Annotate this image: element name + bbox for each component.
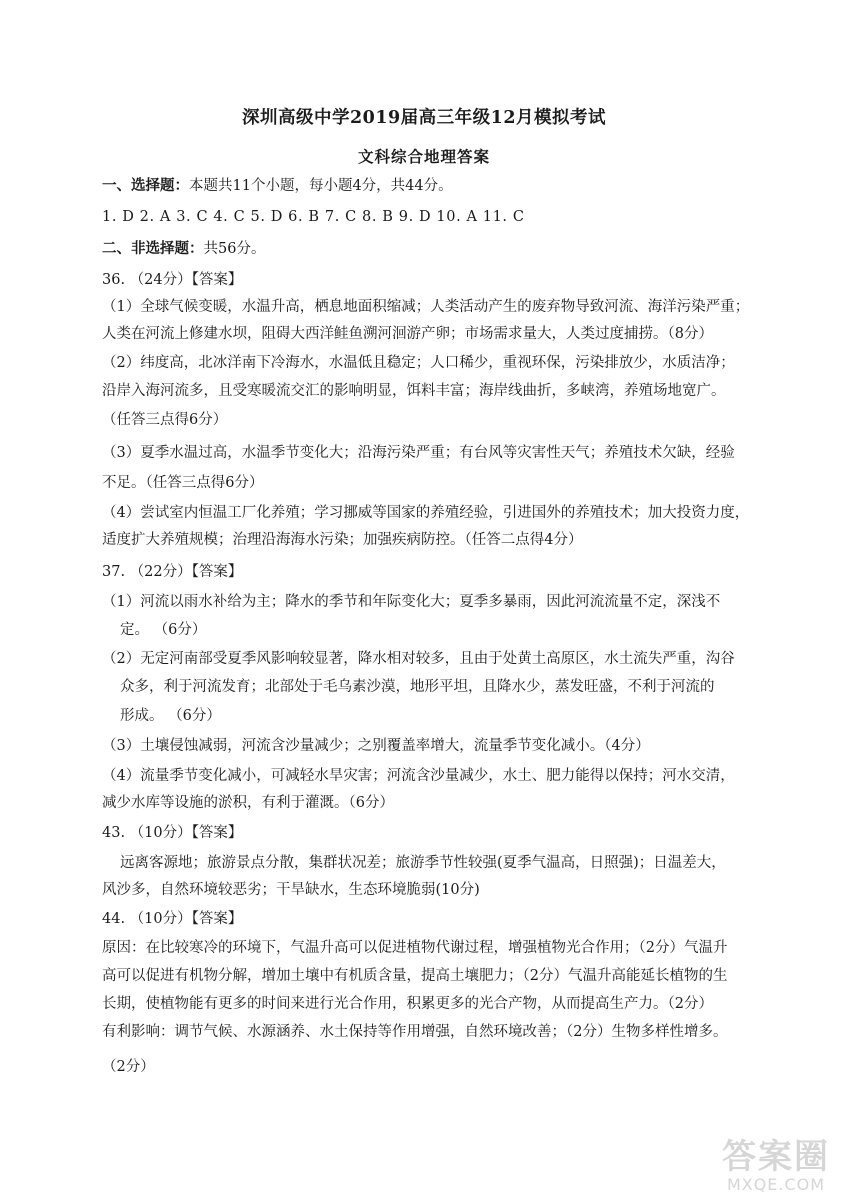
watermark-url: MXQE.COM xyxy=(726,1175,826,1194)
q36-2-line3: （任答三点得6分） xyxy=(102,412,228,428)
watermark-logo-text: 答案圈 xyxy=(722,1137,830,1177)
q44-line4: 有利影响：调节气候、水源涵养、水土保持等作用增强，自然环境改善；（2分）生物多样性增多。 xyxy=(102,1024,728,1040)
section-2-heading: 二、非选择题： xyxy=(102,240,204,257)
choice-answers: 1. D 2. A 3. C 4. C 5. D 6. B 7. C 8. B 9. D 10. A 11. C xyxy=(102,209,525,225)
q37-2-line3: 形成。 （6分） xyxy=(120,708,221,724)
section-1-description: 本题共11个小题，每小题4分，共44分。 xyxy=(189,178,453,194)
q44-header: 44. （10分）【答案】 xyxy=(102,911,243,927)
q36-2-line1: （2）纬度高，北冰洋南下冷海水，水温低且稳定；人口稀少，重视环保，污染排放少，水质洁净； xyxy=(102,355,735,371)
q43-line1: 远离客源地；旅游景点分散，集群状况差；旅游季节性较强(夏季气温高，日照强)；日温差大， xyxy=(120,855,726,871)
q43-line2: 风沙多，自然环境较恶劣；干旱缺水，生态环境脆弱(10分) xyxy=(102,882,480,898)
q37-3-line1: （3）土壤侵蚀减弱，河流含沙量减少；之别覆盖率增大，流量季节变化减小。（4分） xyxy=(102,738,650,754)
q36-1-line2: 人类在河流上修建水坝，阻碍大西洋鲑鱼溯河洄游产卵；市场需求量大，人类过度捕捞。（8分） xyxy=(102,326,713,342)
q36-3-line2: 不足。（任答三点得6分） xyxy=(102,475,264,491)
q37-header: 37. （22分）【答案】 xyxy=(102,564,243,580)
q43-header: 43. （10分）【答案】 xyxy=(102,825,243,841)
q36-2-line2: 沿岸入海河流多，且受寒暖流交汇的影响明显，饵料丰富；海岸线曲折，多峡湾，养殖场地宽广。 xyxy=(102,383,726,399)
watermark-logo xyxy=(722,1138,830,1194)
section-1-header xyxy=(102,176,453,196)
section-2-header xyxy=(102,239,265,259)
q44-line2: 高可以促进有机物分解，增加土壤中有机质含量，提高土壤肥力；（2分）气温升高能延长植物的生 xyxy=(102,968,728,984)
q36-4-line1: （4）尝试室内恒温工厂化养殖；学习挪威等国家的养殖经验，引进国外的养殖技术；加大投资力度， xyxy=(102,505,750,521)
q37-2-line2: 众多，利于河流发育；北部处于毛乌素沙漠，地形平坦，且降水少，蒸发旺盛，不利于河流的 xyxy=(120,679,715,695)
document-subtitle: 文科综合地理答案 xyxy=(357,147,490,166)
q36-header: 36. （24分）【答案】 xyxy=(102,272,243,288)
q44-line3: 长期，使植物能有更多的时间来进行光合作用，积累更多的光合产物，从而提高生产力。（2分） xyxy=(102,996,713,1012)
q36-1-line1: （1）全球气候变暖，水温升高，栖息地面积缩减；人类活动产生的废弃物导致河流、海洋污染严重； xyxy=(102,299,750,315)
q37-1-line1: （1）河流以雨水补给为主；降水的季节和年际变化大；夏季多暴雨，因此河流流量不定，深浅不 xyxy=(102,594,721,610)
q36-3-line1: （3）夏季水温过高，水温季节变化大；沿海污染严重；有台风等灾害性天气；养殖技术欠缺，经验 xyxy=(102,445,735,461)
section-2-description: 共56分。 xyxy=(203,241,266,257)
q37-2-line1: （2）无定河南部受夏季风影响较显著，降水相对较多，且由于处黄土高原区，水土流失严重，沟谷 xyxy=(102,651,735,667)
section-1-heading: 一、选择题： xyxy=(102,177,189,194)
q36-4-line2: 适度扩大养殖规模；治理沿海海水污染；加强疾病防控。（任答二点得4分） xyxy=(102,532,583,548)
document-title: 深圳高级中学2019届高三年级12月模拟考试 xyxy=(241,108,607,128)
q44-line5: （2分） xyxy=(102,1059,155,1075)
q44-line1: 原因：在比较寒冷的环境下，气温升高可以促进植物代谢过程，增强植物光合作用；（2分）气温升 xyxy=(102,940,728,956)
q37-4-line2: 减少水库等设施的淤积，有利于灌溉。（6分） xyxy=(102,795,394,811)
q37-1-line2: 定。 （6分） xyxy=(120,622,207,638)
q37-4-line1: （4）流量季节变化减小，可减轻水旱灾害；河流含沙量减少，水土、肥力能得以保持；河水交清， xyxy=(102,768,735,784)
